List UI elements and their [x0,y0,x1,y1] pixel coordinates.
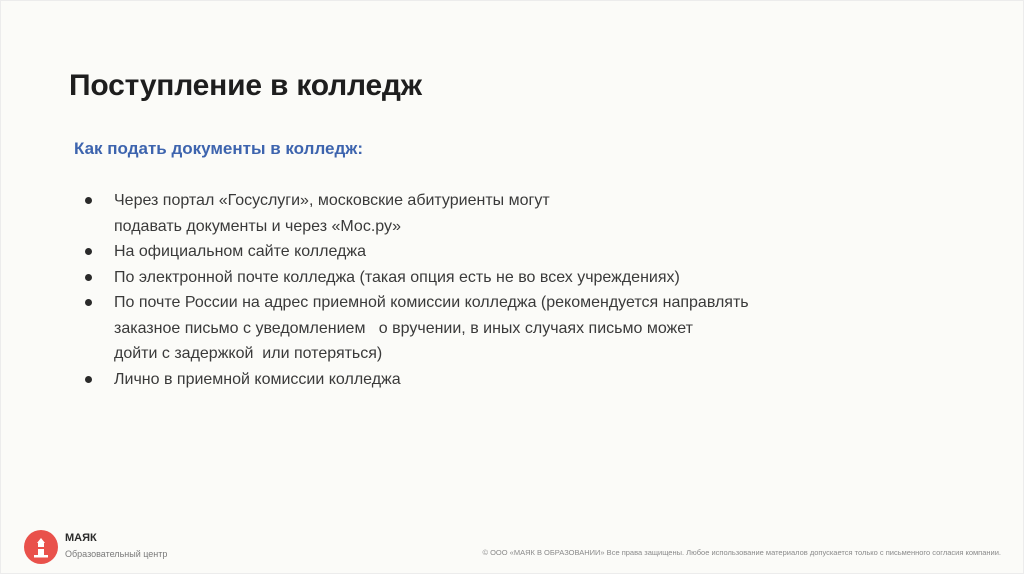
bullet-text-line: подавать документы и через «Мос.ру» [114,217,402,235]
list-item [83,367,903,393]
list-item [83,290,903,367]
section-subtitle: Как подать документы в колледж: [74,139,363,158]
copyright-notice: © ООО «МАЯК В ОБРАЗОВАНИИ» Все права защищены. Любое использование материалов допускается только с письменного согласия компании. [482,548,1001,557]
bullet-dot-icon [85,376,92,383]
list-item [83,265,903,291]
list-item [83,188,903,239]
bullet-text-line: На официальном сайте колледжа [114,243,366,260]
bullet-dot-icon [85,274,92,281]
lighthouse-icon [24,530,58,564]
bullet-list [83,188,903,392]
bullet-text-line: Через портал «Госуслуги», московские абитуриенты могут [114,192,550,209]
bullet-dot-icon [85,248,92,255]
bullet-text-line: Лично в приемной комиссии колледжа [114,370,401,388]
bullet-dot-icon [85,197,92,204]
list-item [83,239,903,265]
bullet-text-line: По электронной почте колледжа (такая опция есть не во всех учреждениях) [114,268,680,286]
page-title: Поступление в колледж [69,69,422,102]
bullet-text-line: дойти с задержкой или потеряться) [114,345,383,362]
brand-name: МАЯК [65,532,97,544]
bullet-dot-icon [85,299,92,306]
bullet-text-line: заказное письмо с уведомлением о вручении, в иных случаях письмо может [114,319,693,337]
brand-tagline: Образовательный центр [65,549,168,559]
bullet-text-line: По почте России на адрес приемной комиссии колледжа (рекомендуется направлять [114,294,749,311]
